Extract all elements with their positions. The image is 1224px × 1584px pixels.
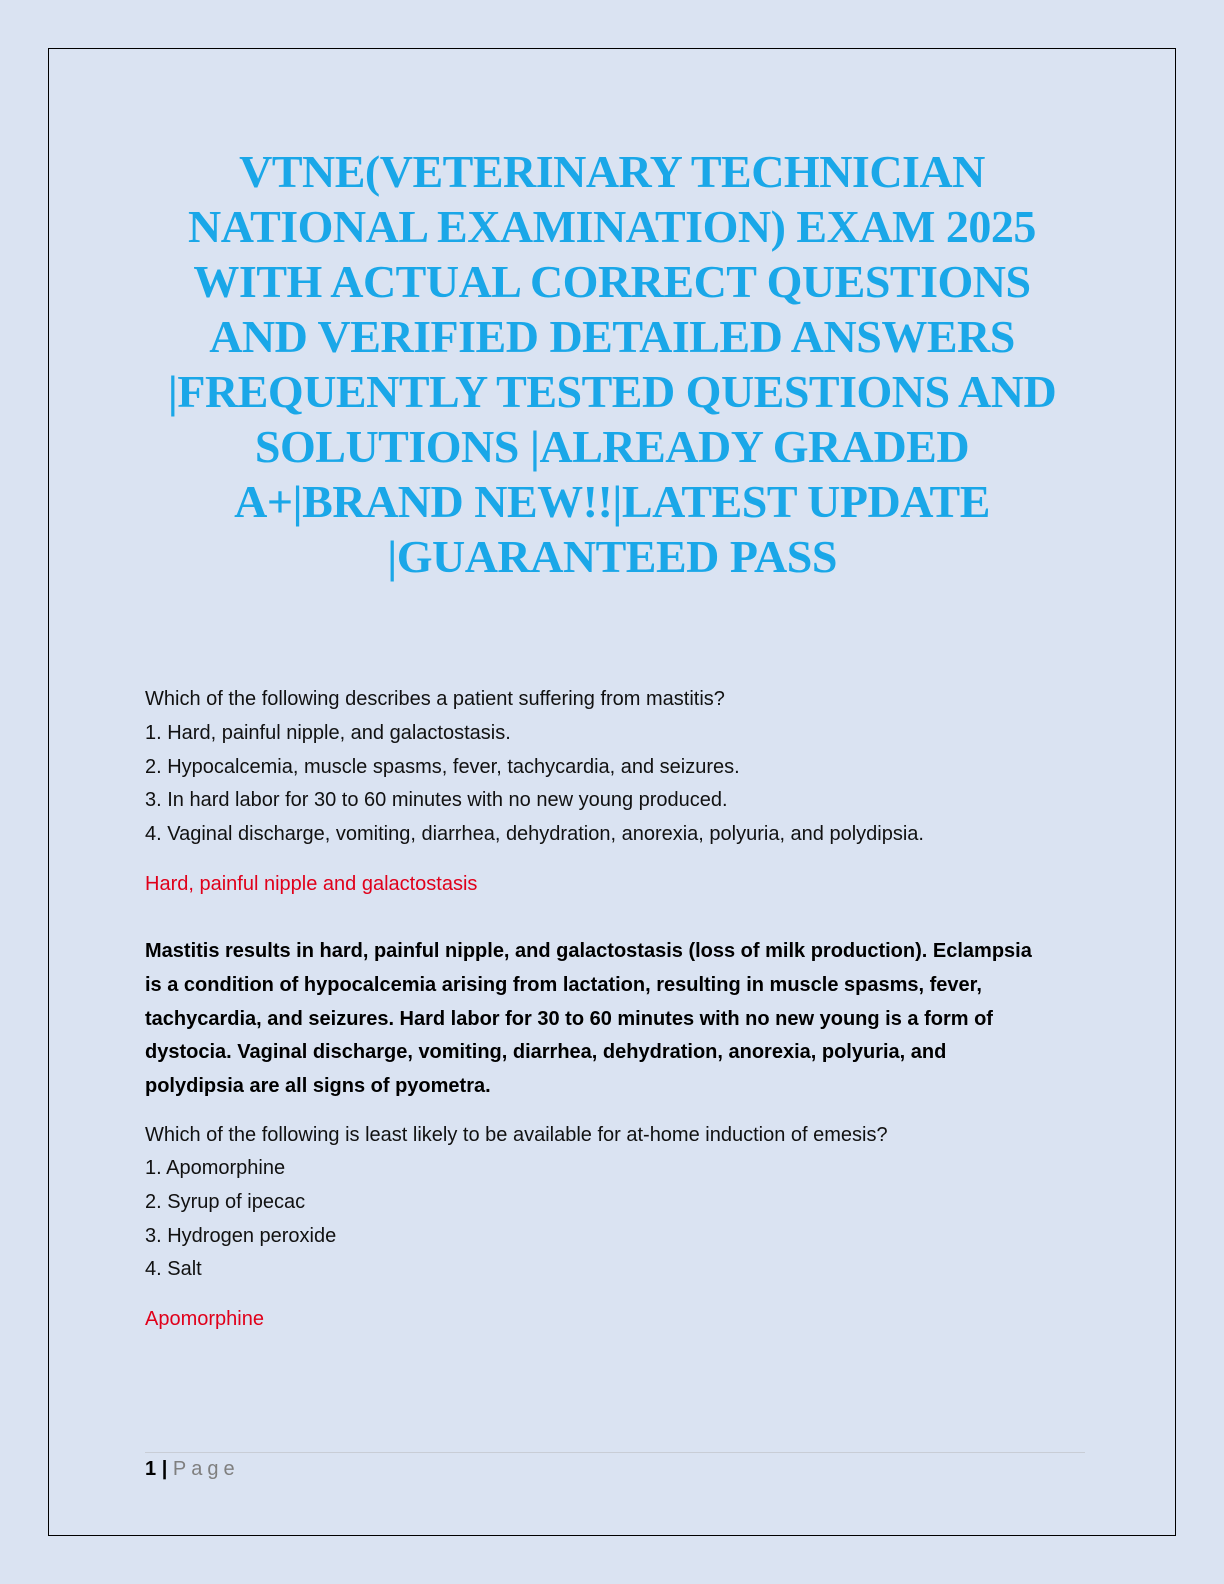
question-1-option: 1. Hard, painful nipple, and galactostasis. <box>145 722 511 744</box>
page-number: 1 <box>145 1458 157 1480</box>
title-line: WITH ACTUAL CORRECT QUESTIONS <box>193 256 1031 307</box>
question-2-option: 2. Syrup of ipecac <box>145 1191 306 1213</box>
question-1-explanation-line: is a condition of hypocalcemia arising from lactation, resulting in muscle spasms, fever, <box>145 974 982 996</box>
question-1-option: 4. Vaginal discharge, vomiting, diarrhea, dehydration, anorexia, polyuria, and polydipsia. <box>145 823 924 845</box>
page-footer <box>145 1458 240 1481</box>
question-1-option: 2. Hypocalcemia, muscle spasms, fever, tachycardia, and seizures. <box>145 756 740 778</box>
title-line: AND VERIFIED DETAILED ANSWERS <box>209 311 1015 362</box>
question-1-answer: Hard, painful nipple and galactostasis <box>145 873 478 895</box>
question-2-answer: Apomorphine <box>145 1308 264 1330</box>
question-2-text: Which of the following is least likely to be available for at-home induction of emesis? <box>145 1124 888 1146</box>
question-2-option: 3. Hydrogen peroxide <box>145 1225 337 1247</box>
title-line: |GUARANTEED PASS <box>387 531 837 582</box>
title-line: VTNE(VETERINARY TECHNICIAN <box>239 146 985 197</box>
question-2-option: 4. Salt <box>145 1258 202 1280</box>
question-1-text: Which of the following describes a patient suffering from mastitis? <box>145 688 725 710</box>
question-1-explanation-line: dystocia. Vaginal discharge, vomiting, diarrhea, dehydration, anorexia, polyuria, and <box>145 1041 947 1063</box>
title-line: SOLUTIONS |ALREADY GRADED <box>254 421 970 472</box>
question-1-explanation-line: Mastitis results in hard, painful nipple, and galactostasis (loss of milk production). Eclampsia <box>145 940 1032 962</box>
title-line: |FREQUENTLY TESTED QUESTIONS AND <box>167 366 1057 417</box>
footer-divider <box>145 1452 1085 1453</box>
question-1-option: 3. In hard labor for 30 to 60 minutes with no new young produced. <box>145 789 728 811</box>
question-1-explanation-line: tachycardia, and seizures. Hard labor for 30 to 60 minutes with no new young is a form of <box>145 1008 993 1030</box>
title-line: A+|BRAND NEW!!|LATEST UPDATE <box>234 476 990 527</box>
document-title <box>130 144 1094 584</box>
footer-separator: | <box>161 1458 168 1480</box>
title-line: NATIONAL EXAMINATION) EXAM 2025 <box>188 201 1036 252</box>
question-1-explanation-line: polydipsia are all signs of pyometra. <box>145 1075 491 1097</box>
question-2-option: 1. Apomorphine <box>145 1157 286 1179</box>
page-label: Page <box>172 1458 240 1480</box>
